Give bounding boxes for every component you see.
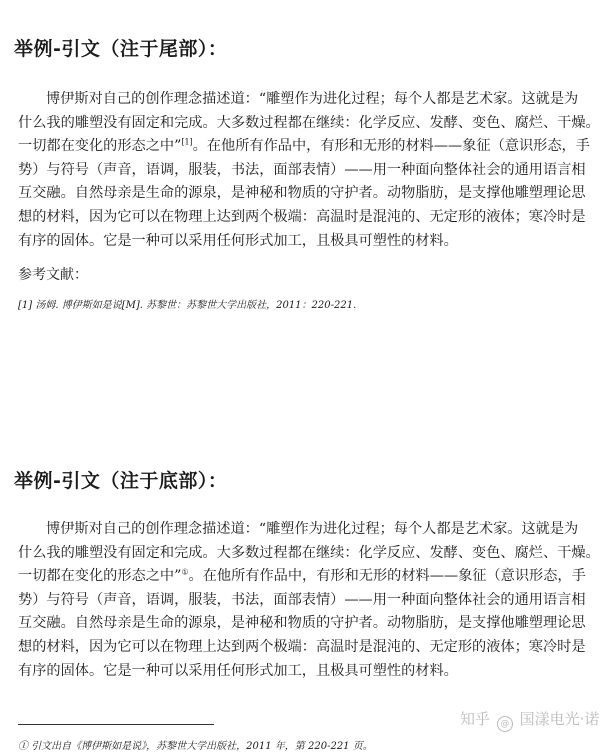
paragraph-line: 想的材料，因为它可以在物理上达到两个极端：高温时是混沌的、无定形的液体；寒冷时是 <box>18 208 586 225</box>
paragraph-line: 互交融。自然母亲是生命的源泉，是神秘和物质的守护者。动物脂肪，是支撑他雕塑理论思 <box>18 185 586 202</box>
footnote: ① 引文出自《博伊斯如是说》，苏黎世大学出版社，2011 年，第 220-221 页。 <box>18 741 373 752</box>
paragraph-line: 有序的固体。它是一种可以采用任何形式加工，且极具可塑性的材料。 <box>18 232 458 249</box>
citation-marker[interactable]: [1] <box>181 137 193 147</box>
watermark-name: 国漾电光·诺 <box>519 710 600 728</box>
section2-title: 举例-引文（注于底部）： <box>14 470 228 492</box>
paragraph-line: 互交融。自然母亲是生命的源泉，是神秘和物质的守护者。动物脂肪，是支撑他雕塑理论思 <box>18 615 586 632</box>
watermark-prefix: 知乎 <box>460 710 491 728</box>
paragraph-line: 博伊斯对自己的创作理念描述道：“雕塑作为进化过程；每个人都是艺术家。这就是为 <box>46 91 579 107</box>
section1-title: 举例-引文（注于尾部）： <box>14 38 228 60</box>
line-text: 一切都在变化的形态之中” <box>18 568 182 585</box>
paragraph-line: 势）与符号（声音，语调，服装，书法，面部表情）——用一种面向整体社会的通用语言相 <box>18 591 586 608</box>
line-text: 。在他所有作品中，有形和无形的材料——象征（意识形态，手 <box>188 568 586 585</box>
footnote-divider <box>18 724 214 725</box>
paragraph-line <box>18 135 600 159</box>
paragraph-line <box>18 565 600 589</box>
watermark <box>460 708 599 732</box>
paragraph-line: 什么我的雕塑没有固定和完成。大多数过程都在继续：化学反应、发酵、变色、腐烂、干燥。 <box>18 544 600 561</box>
paragraph-line: 什么我的雕塑没有固定和完成。大多数过程都在继续：化学反应、发酵、变色、腐烂、干燥。 <box>18 114 600 131</box>
paragraph-line: 博伊斯对自己的创作理念描述道：“雕塑作为进化过程；每个人都是艺术家。这就是为 <box>46 521 579 537</box>
references-title: 参考文献： <box>18 267 88 283</box>
line-text: 一切都在变化的形态之中” <box>18 138 182 155</box>
paragraph-line: 势）与符号（声音，语调，服装，书法，面部表情）——用一种面向整体社会的通用语言相 <box>18 161 586 178</box>
paragraph-line: 有序的固体。它是一种可以采用任何形式加工，且极具可塑性的材料。 <box>18 662 458 679</box>
paragraph-line: 想的材料，因为它可以在物理上达到两个极端：高温时是混沌的、无定形的液体；寒冷时是 <box>18 638 586 655</box>
footnote-marker[interactable]: ① <box>181 567 189 577</box>
reference-item: [1] 汤姆. 博伊斯如是说[M]. 苏黎世：苏黎世大学出版社，2011：220-221. <box>18 300 357 311</box>
section1-paragraph <box>18 88 600 253</box>
at-icon: @ <box>497 716 513 732</box>
line-text: 。在他所有作品中，有形和无形的材料——象征（意识形态，手 <box>192 138 590 155</box>
section2-paragraph <box>18 518 600 683</box>
